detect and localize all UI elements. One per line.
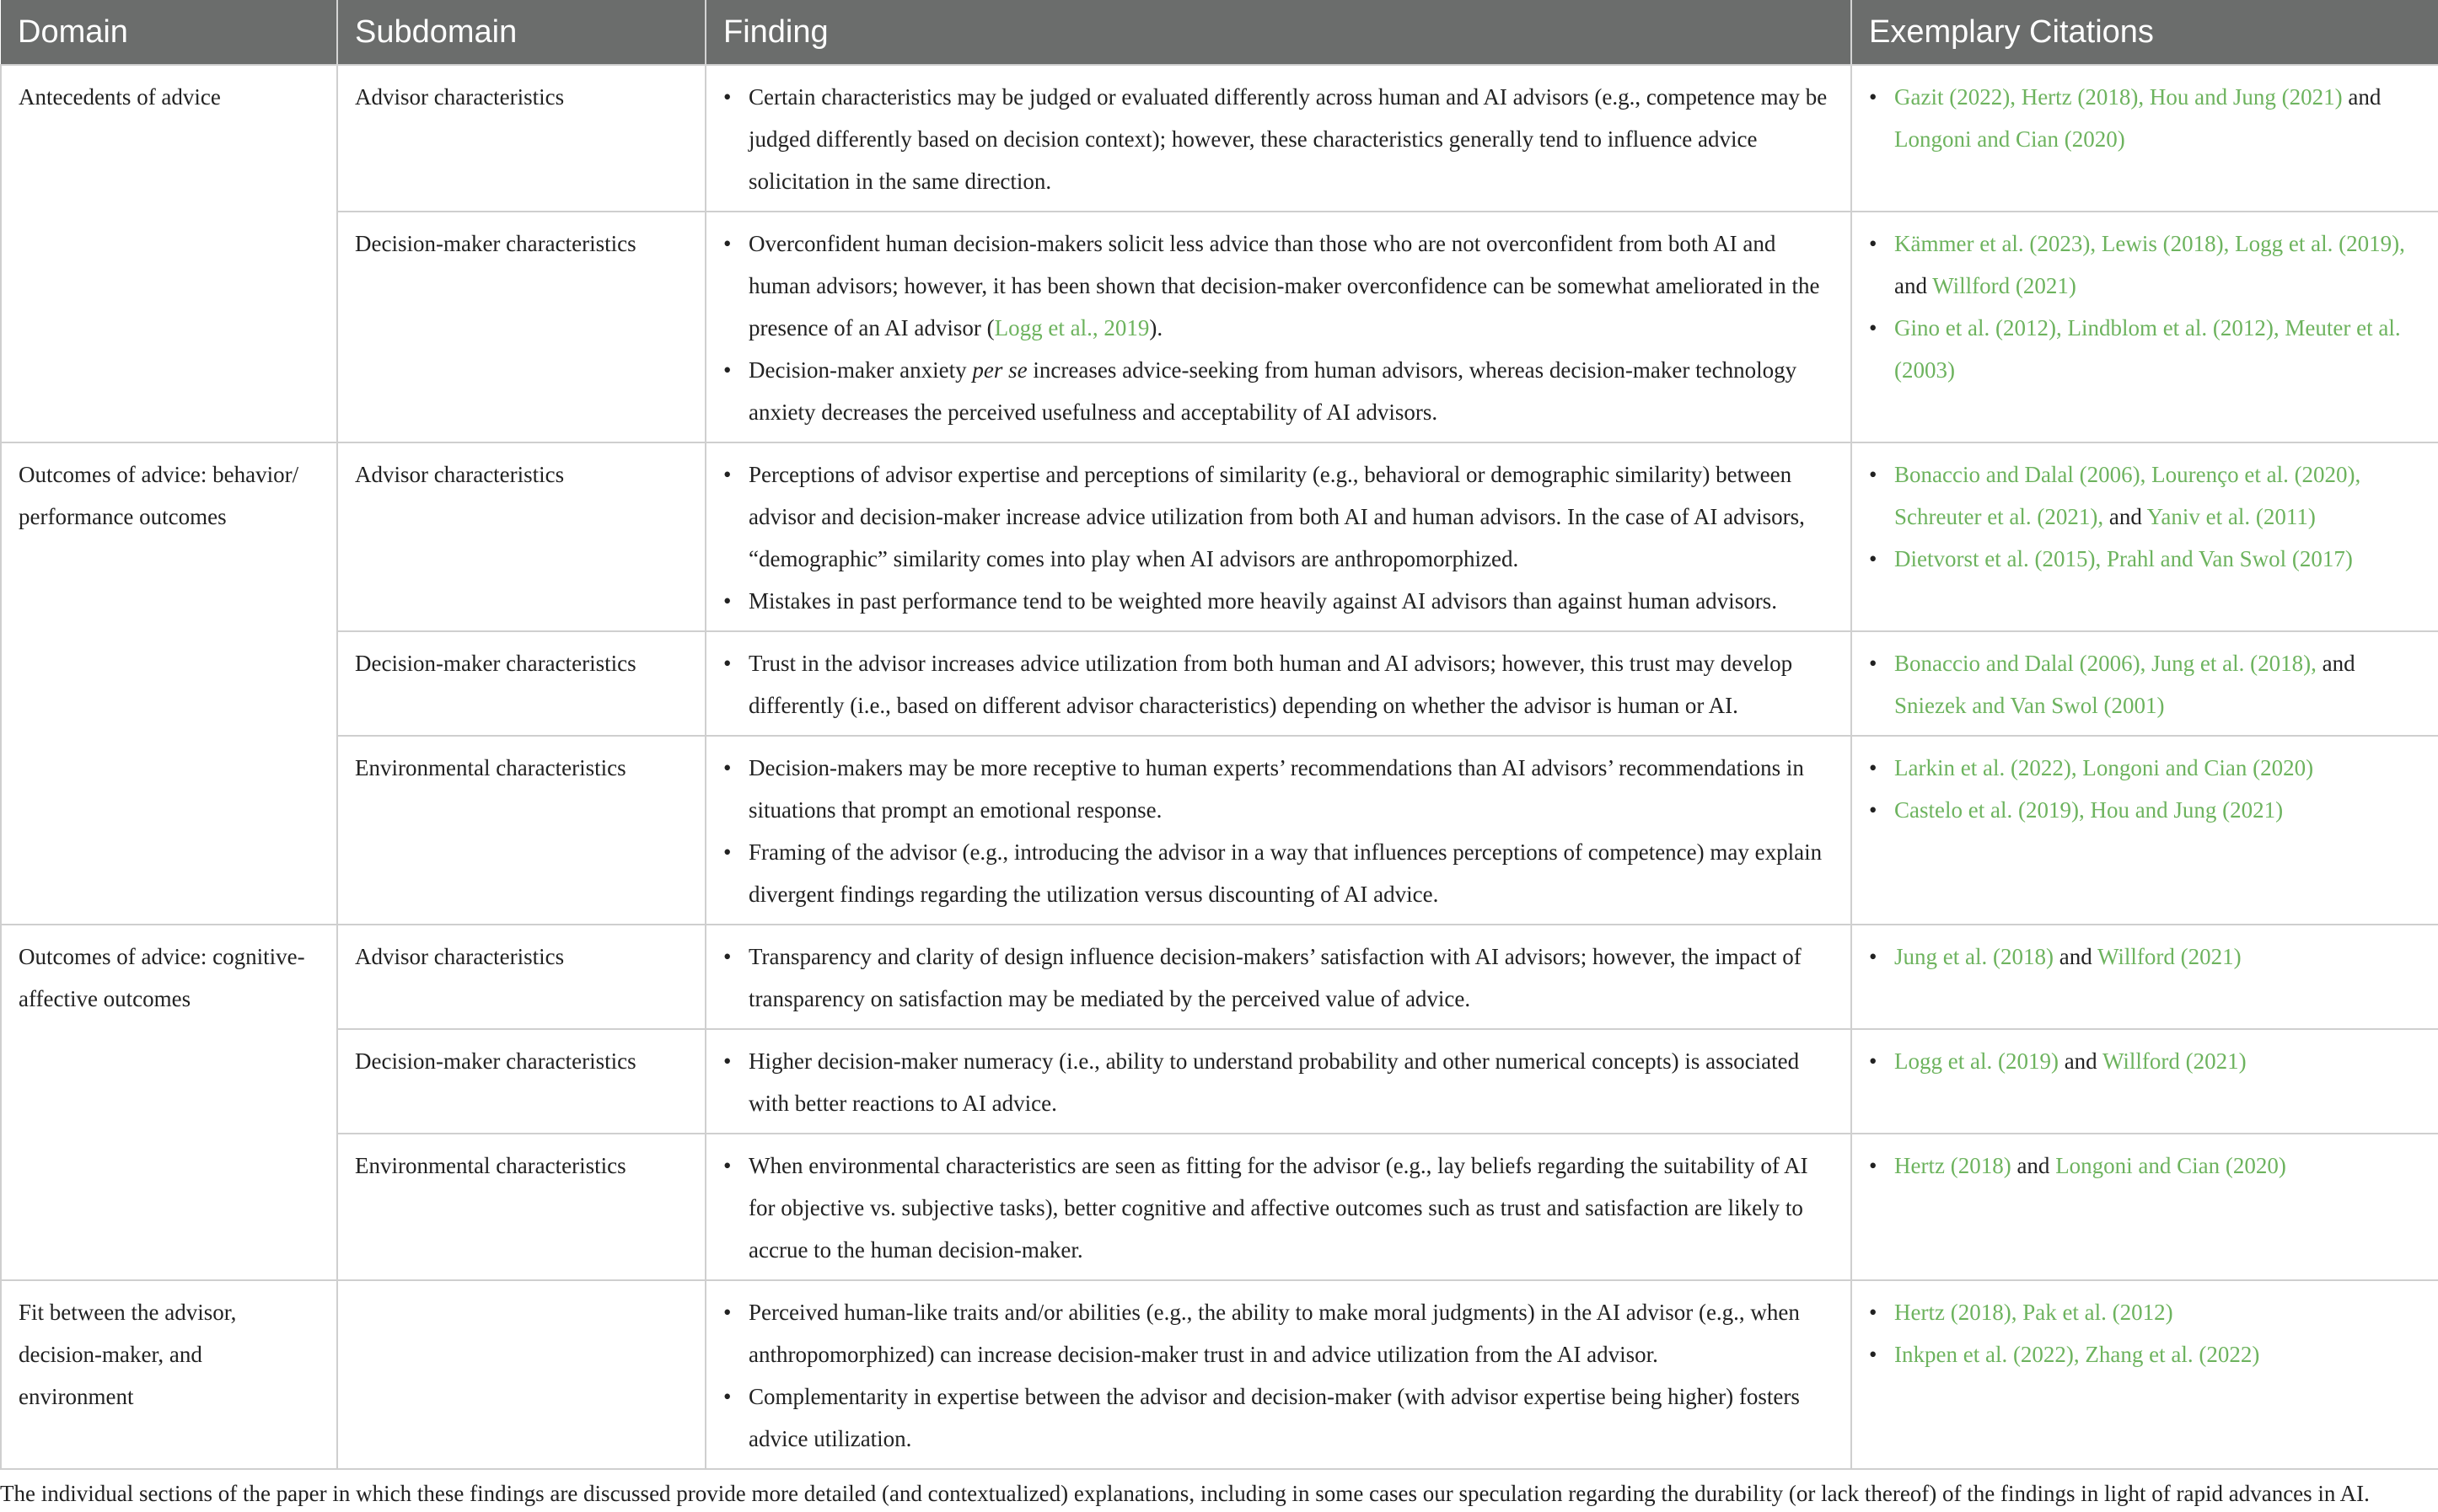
table-header-row [1,0,2438,65]
finding-item [749,453,1834,580]
citation-link[interactable]: Larkin et al. (2022), Longoni and Cian (2020) [1894,755,2314,780]
finding-item [749,1291,1834,1375]
subdomain-cell: Advisor characteristics [337,442,706,631]
citation-item [1894,747,2421,789]
citation-link[interactable]: Sniezek and Van Swol (2001) [1894,693,2165,718]
text-segment: Higher decision-maker numeracy (i.e., ability to understand probability and other numerical concepts) is associated with better reactions to AI advice. [749,1048,1800,1116]
text-segment: and [2011,1153,2056,1178]
text-segment: When environmental characteristics are seen as fitting for the advisor (e.g., lay beliefs regarding the suitability of AI for objective vs. subjective tasks), better cognitive and affective outcomes such as trust and satisfaction are likely to accrue to the human decision-maker. [749,1153,1808,1263]
table-body [1,65,2438,1469]
text-segment: and [2342,84,2382,110]
text-segment: Trust in the advisor increases advice utilization from both human and AI advisors; however, this trust may develop differently (i.e., based on different advisor characteristics) depending on whether the advisor is human or AI. [749,651,1793,718]
citation-item [1894,789,2421,831]
text-segment: and [1894,273,1933,298]
domain-cell: Fit between the advisor, decision-maker, and environment [1,1280,337,1469]
finding-cell [706,631,1851,736]
citation-item [1894,453,2421,538]
citation-list [1869,453,2421,580]
text-segment: and [2058,1048,2102,1074]
citation-item [1894,223,2421,307]
subdomain-cell: Environmental characteristics [337,1134,706,1280]
subdomain-cell: Decision-maker characteristics [337,212,706,442]
citation-link[interactable]: Hertz (2018) [1894,1153,2011,1178]
finding-list [723,936,1834,1020]
table-row [1,65,2438,212]
domain-cell: Outcomes of advice: behavior/ performance outcomes [1,442,337,925]
citation-list [1869,76,2421,160]
citation-link[interactable]: Hertz (2018), Pak et al. (2012) [1894,1300,2173,1325]
finding-cell [706,1134,1851,1280]
finding-cell [706,1029,1851,1134]
finding-list [723,76,1834,202]
subdomain-cell [337,1280,706,1469]
finding-item [749,1145,1834,1271]
text-segment: Certain characteristics may be judged or evaluated differently across human and AI advisors (e.g., competence may be judged differently based on decision context); however, these characteristics generally tend to influence advice solicitation in the same direction. [749,84,1828,194]
text-segment: Complementarity in expertise between the advisor and decision-maker (with advisor expertise being higher) fosters advice utilization. [749,1384,1800,1451]
finding-cell [706,442,1851,631]
citation-item [1894,76,2421,160]
citation-list [1869,642,2421,727]
citation-link[interactable]: Kämmer et al. (2023), Lewis (2018), Logg et al. (2019), [1894,231,2405,256]
citation-list [1869,223,2421,391]
subdomain-cell: Decision-maker characteristics [337,631,706,736]
table-row [1,631,2438,736]
citation-link[interactable]: Yaniv et al. (2011) [2146,504,2316,529]
finding-item [749,1040,1834,1124]
subdomain-cell: Environmental characteristics [337,736,706,925]
citations-cell [1851,925,2438,1029]
finding-list [723,453,1834,622]
finding-cell [706,736,1851,925]
citation-item [1894,1040,2421,1082]
citation-list [1869,936,2421,978]
finding-list [723,642,1834,727]
table-row [1,925,2438,1029]
header-domain: Domain [1,0,337,65]
finding-cell [706,1280,1851,1469]
finding-list [723,1040,1834,1124]
finding-list [723,1291,1834,1460]
text-segment: Transparency and clarity of design influence decision-makers’ satisfaction with AI advisors; however, the impact of transparency on satisfaction may be mediated by the perceived value of advice. [749,944,1802,1011]
finding-item [749,831,1834,915]
finding-cell [706,925,1851,1029]
text-segment: Decision-makers may be more receptive to human experts’ recommendations than AI advisors’ recommendations in situations that prompt an emotional response. [749,755,1804,823]
header-citations: Exemplary Citations [1851,0,2438,65]
text-segment: and [2103,504,2147,529]
citation-link[interactable]: Jung et al. (2018) [1894,944,2054,969]
table-row [1,1029,2438,1134]
citation-item [1894,936,2421,978]
domain-cell: Outcomes of advice: cognitive-affective outcomes [1,925,337,1280]
table-footnote: The individual sections of the paper in which these findings are discussed provide more detailed (and contextualized) explanations, including in some cases our speculation regarding the durability (or lack thereof) of the findings in light of rapid advances in AI. [0,1481,2370,1506]
text-segment: Perceptions of advisor expertise and perceptions of similarity (e.g., behavioral or demographic similarity) between advisor and decision-maker increase advice utilization from both AI and human advisors. In the case of AI advisors, “demographic” similarity comes into play when AI advisors are anthropomorphized. [749,462,1805,571]
citations-cell [1851,442,2438,631]
finding-item [749,642,1834,727]
finding-item [749,936,1834,1020]
subdomain-cell: Decision-maker characteristics [337,1029,706,1134]
citation-item [1894,1145,2421,1187]
citation-list [1869,1291,2421,1375]
citations-cell [1851,736,2438,925]
citations-cell [1851,1134,2438,1280]
citation-link[interactable]: Logg et al. (2019) [1894,1048,2059,1074]
table-row [1,736,2438,925]
emphasis-text: per se [972,357,1028,383]
citation-link[interactable]: Gazit (2022), Hertz (2018), Hou and Jung (2021) [1894,84,2343,110]
citations-cell [1851,1280,2438,1469]
citation-item [1894,1333,2421,1375]
finding-cell [706,65,1851,212]
citation-link[interactable]: Willford (2021) [2102,1048,2247,1074]
text-segment: and [2053,944,2097,969]
finding-list [723,747,1834,915]
finding-item [749,580,1834,622]
citation-link[interactable]: Logg et al., 2019 [994,315,1150,340]
table-row [1,212,2438,442]
finding-item [749,349,1834,433]
text-segment: ). [1149,315,1163,340]
header-subdomain: Subdomain [337,0,706,65]
citation-list [1869,747,2421,831]
citation-item [1894,538,2421,580]
citation-item [1894,307,2421,391]
text-segment: and [2316,651,2355,676]
citation-link[interactable]: Bonaccio and Dalal (2006), Jung et al. (2018), [1894,651,2317,676]
citation-link[interactable]: Longoni and Cian (2020) [2055,1153,2286,1178]
citation-link[interactable]: Willford (2021) [1932,273,2076,298]
text-segment: Framing of the advisor (e.g., introducing the advisor in a way that influences perceptions of competence) may explain divergent findings regarding the utilization versus discounting of AI advice. [749,839,1823,907]
citations-cell [1851,65,2438,212]
citation-item [1894,1291,2421,1333]
table-row [1,1280,2438,1469]
subdomain-cell: Advisor characteristics [337,65,706,212]
text-segment: Overconfident human decision-makers solicit less advice than those who are not overconfident from both AI and human advisors; however, it has been shown that decision-maker overconfidence can be somewhat ameliorated in the presence of an AI advisor ( [749,231,1820,340]
citation-link[interactable]: Bonaccio and Dalal (2006), Lourenço et al. (2020), Schreuter et al. (2021), [1894,462,2361,529]
finding-list [723,1145,1834,1271]
finding-item [749,223,1834,349]
text-segment: Decision-maker anxiety [749,357,973,383]
citations-cell [1851,631,2438,736]
finding-item [749,76,1834,202]
citation-link[interactable]: Willford (2021) [2097,944,2242,969]
citation-link[interactable]: Dietvorst et al. (2015), Prahl and Van Swol (2017) [1894,546,2353,571]
finding-item [749,1375,1834,1460]
finding-item [749,747,1834,831]
citations-cell [1851,212,2438,442]
table-row [1,1134,2438,1280]
subdomain-cell: Advisor characteristics [337,925,706,1029]
citation-link[interactable]: Castelo et al. (2019), Hou and Jung (2021) [1894,797,2284,823]
citation-link[interactable]: Longoni and Cian (2020) [1894,126,2125,152]
finding-list [723,223,1834,433]
text-segment: Perceived human-like traits and/or abilities (e.g., the ability to make moral judgments) in the AI advisor (e.g., when anthropomorphized) can increase decision-maker trust in and advice utilization from the AI advisor. [749,1300,1800,1367]
citation-link[interactable]: Inkpen et al. (2022), Zhang et al. (2022) [1894,1342,2260,1367]
table-row [1,442,2438,631]
citation-item [1894,642,2421,727]
domain-cell: Antecedents of advice [1,65,337,442]
citation-list [1869,1040,2421,1082]
text-segment: Mistakes in past performance tend to be weighted more heavily against AI advisors than against human advisors. [749,588,1777,614]
citation-list [1869,1145,2421,1187]
finding-cell [706,212,1851,442]
citation-link[interactable]: Gino et al. (2012), Lindblom et al. (2012), Meuter et al. (2003) [1894,315,2401,383]
header-finding: Finding [706,0,1851,65]
citations-cell [1851,1029,2438,1134]
text-segment: increases advice-seeking from human advisors, whereas decision-maker technology anxiety decreases the perceived usefulness and acceptability of AI advisors. [749,357,1797,425]
